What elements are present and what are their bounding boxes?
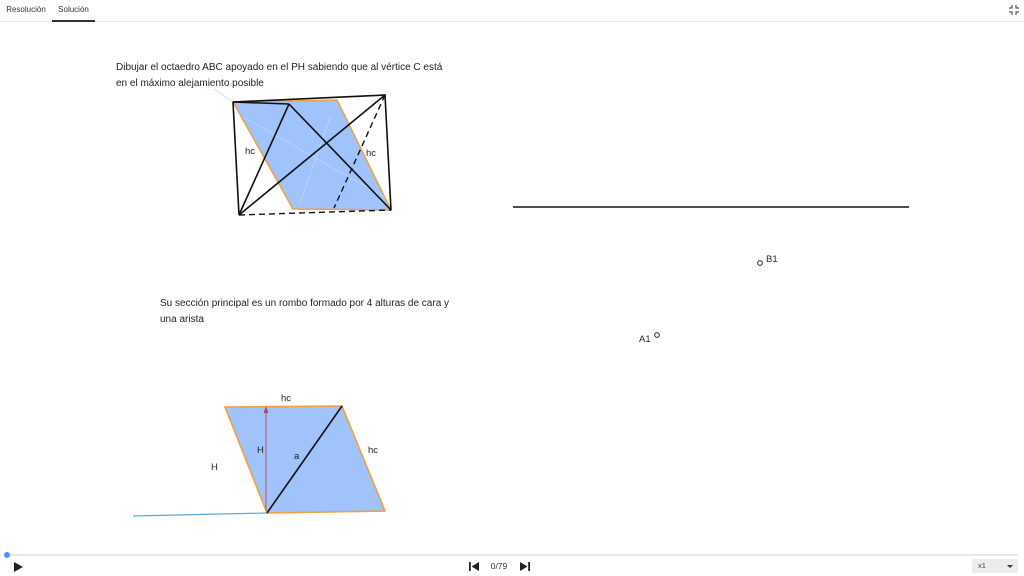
label-a: a xyxy=(294,451,300,462)
label-hc-top-left: hc xyxy=(245,146,256,157)
label-a1: A1 xyxy=(639,334,651,345)
chevron-down-icon xyxy=(1007,565,1013,568)
horizontal-plane-line xyxy=(133,513,267,516)
label-hc-bottom-right: hc xyxy=(368,445,379,456)
construction-drawing xyxy=(0,22,1024,552)
step-counter: 0/79 xyxy=(490,561,508,571)
progress-knob[interactable] xyxy=(4,552,10,558)
octahedron-figure xyxy=(214,89,391,215)
speed-value: x1 xyxy=(978,561,986,570)
label-hc-bottom-top: hc xyxy=(281,393,292,404)
tab-resolucion[interactable]: Resolución xyxy=(6,5,46,14)
point-b1 xyxy=(758,261,763,266)
fullscreen-exit-icon[interactable] xyxy=(1008,4,1020,16)
label-hc-top-right: hc xyxy=(366,148,377,159)
rhombus-section-figure xyxy=(133,406,385,516)
play-icon[interactable] xyxy=(12,561,24,573)
progress-track[interactable] xyxy=(6,554,1018,556)
tab-bar xyxy=(0,0,1024,22)
label-b1: B1 xyxy=(766,254,778,265)
label-h-outside: H xyxy=(211,462,218,473)
tab-solucion[interactable]: Solución xyxy=(52,0,95,22)
skip-next-icon[interactable] xyxy=(519,561,531,572)
skip-previous-icon[interactable] xyxy=(468,561,480,572)
drawing-canvas[interactable] xyxy=(0,22,1024,552)
player-bar xyxy=(0,552,1024,576)
section-statement: Su sección principal es un rombo formado por 4 alturas de cara y una arista xyxy=(160,298,450,325)
point-a1 xyxy=(655,333,660,338)
problem-statement: Dibujar el octaedro ABC apoyado en el PH sabiendo que al vértice C está en el máximo alejamiento posible xyxy=(116,62,443,89)
label-h-inside: H xyxy=(257,445,264,456)
speed-select[interactable] xyxy=(972,559,1018,573)
